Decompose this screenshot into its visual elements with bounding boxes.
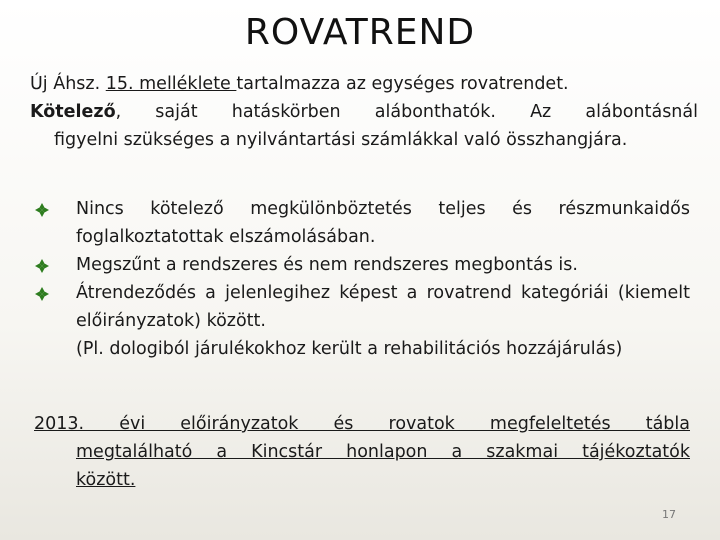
intro-line-1 [30, 70, 698, 98]
page-number: 17 [662, 508, 676, 521]
closing-line-2[interactable]: megtalálható a Kincstár honlapon a szakmai tájékoztatók [76, 442, 690, 462]
bullet-item [34, 251, 690, 279]
closing-paragraph [34, 410, 690, 494]
diamond-bullet-icon [34, 202, 50, 218]
intro-paragraph [30, 70, 698, 154]
mandatory-label: Kötelező [30, 102, 116, 122]
slide-title: ROVATREND [244, 12, 476, 53]
bullet-item [34, 195, 690, 251]
annex-link[interactable]: 15. melléklete [105, 74, 237, 94]
intro-line-3: figyelni szükséges a nyilvántartási számlákkal való összhangjára. [54, 130, 628, 150]
note-item [34, 335, 690, 363]
closing-line-1[interactable]: 2013. évi előirányzatok és rovatok megfeleltetés tábla [34, 414, 690, 434]
bullet-list [34, 195, 690, 363]
closing-rest [34, 438, 690, 494]
intro-line-2 [30, 98, 698, 126]
intro-text: , saját hatáskörben alábonthatók. Az alábontásnál [115, 102, 698, 122]
bullet-text: Megszűnt a rendszeres és nem rendszeres megbontás is. [76, 255, 578, 275]
bullet-text: Nincs kötelező megkülönböztetés teljes és részmunkaidős foglalkoztatottak elszámolásában. [76, 199, 690, 247]
bullet-text: Átrendeződés a jelenlegihez képest a rovatrend kategóriái (kiemelt előirányzatok) között. [76, 283, 690, 331]
diamond-bullet-icon [34, 258, 50, 274]
example-note: (Pl. dologiból járulékokhoz került a rehabilitációs hozzájárulás) [76, 339, 623, 359]
diamond-bullet-icon [34, 286, 50, 302]
closing-line-3[interactable]: között. [76, 470, 136, 490]
intro-text: tartalmazza az egységes rovatrendet. [236, 74, 569, 94]
bullet-item [34, 279, 690, 335]
intro-text: Új Áhsz. [30, 74, 106, 94]
